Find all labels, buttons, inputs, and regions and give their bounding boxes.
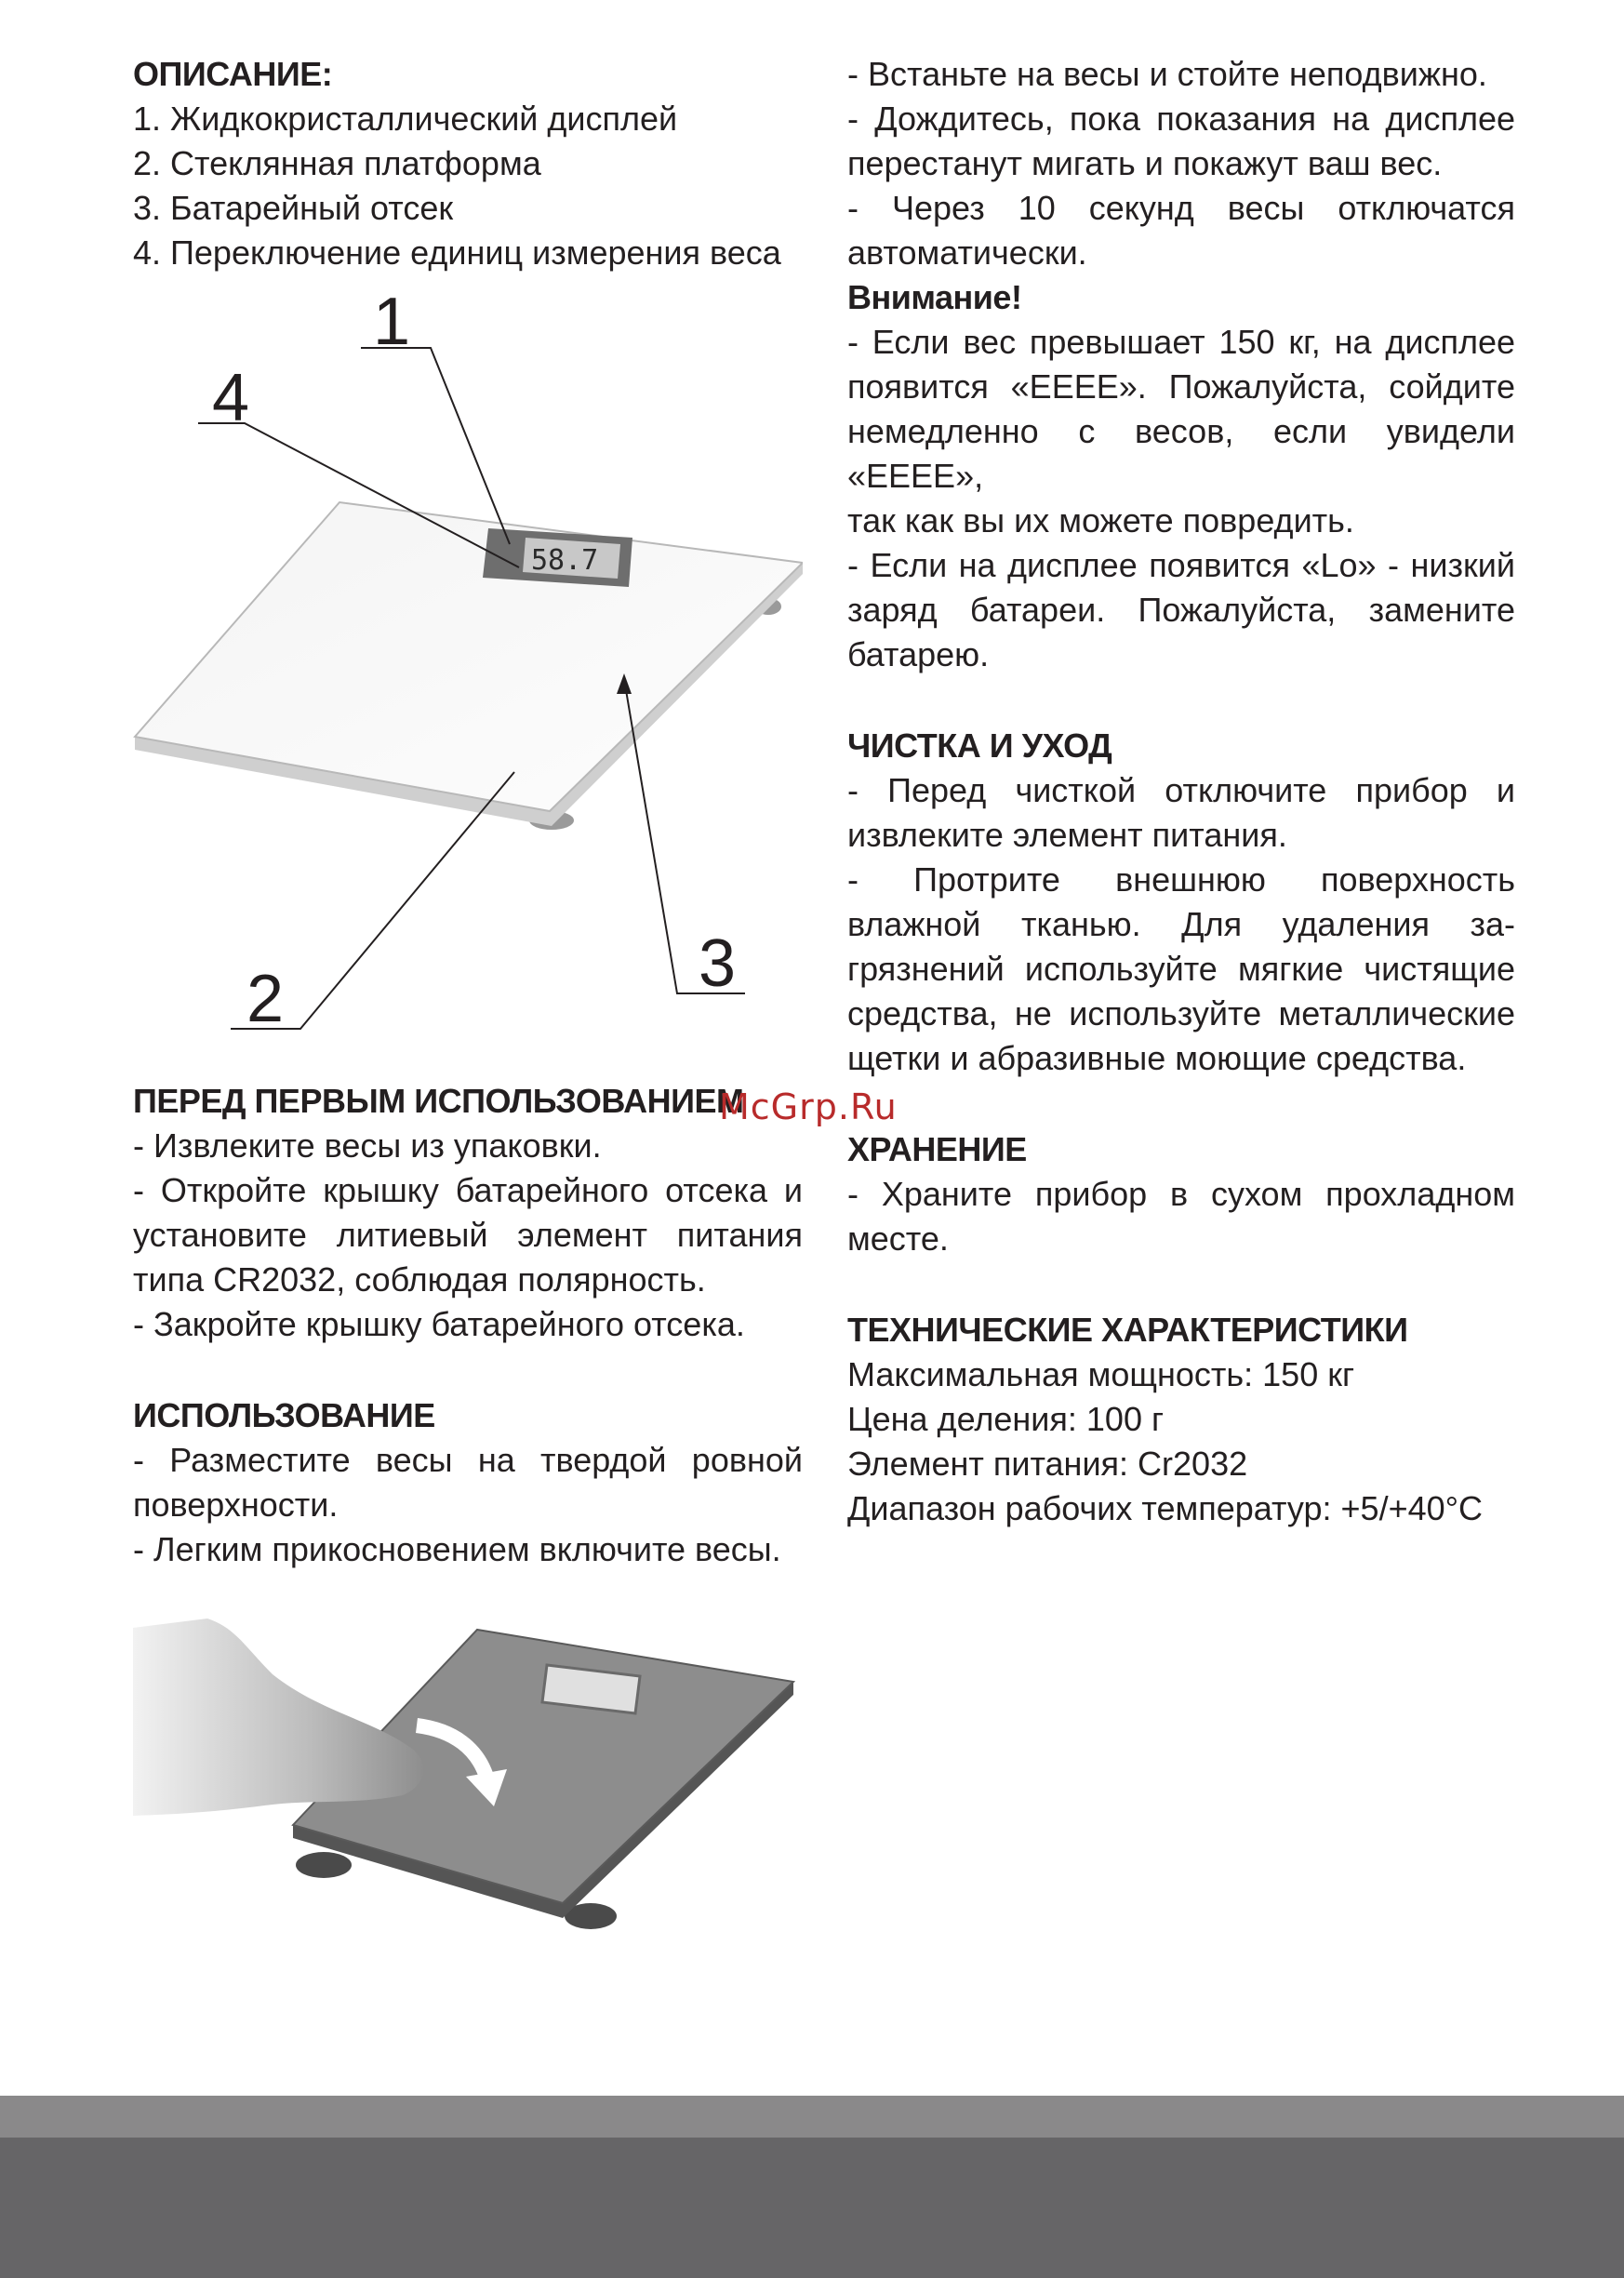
foot-scale-illustration (133, 1609, 803, 2102)
text-line: поверхности. (133, 1485, 339, 1524)
text-line: средства, не используйте металлические (847, 994, 1515, 1032)
scale-foot (296, 1852, 352, 1878)
foot (133, 1619, 423, 1816)
text-line: заряд батареи. Пожалуйста, замените (847, 591, 1515, 629)
before-first-use-heading: ПЕРЕД ПЕРВЫМ ИСПОЛЬЗОВАНИЕМ (133, 1082, 744, 1120)
text-line: - Перед чисткой отключите прибор и (847, 771, 1515, 809)
text-line: установите литиевый элемент питания (133, 1216, 803, 1254)
text-line: щетки и абразивные моющие средства. (847, 1039, 1467, 1077)
specs-heading: ТЕХНИЧЕСКИЕ ХАРАКТЕРИСТИКИ (847, 1311, 1408, 1349)
description-item: 2. Стеклянная платформа (133, 144, 541, 182)
text-line: месте. (847, 1219, 949, 1258)
text-line: влажной тканью. Для удаления за- (847, 905, 1515, 943)
warning-heading: Внимание! (847, 278, 1022, 316)
footer-bar (0, 2138, 1624, 2278)
text-line: автоматически. (847, 233, 1087, 272)
text-line: - Храните прибор в сухом прохладном (847, 1175, 1515, 1213)
spec-line: Максимальная мощность: 150 кг (847, 1355, 1355, 1393)
text-line: извлеките элемент питания. (847, 816, 1287, 854)
description-item: 4. Переключение единиц измерения веса (133, 233, 781, 272)
callout-2: 2 (246, 962, 285, 1036)
cleaning-heading: ЧИСТКА И УХОД (847, 726, 1112, 765)
text-line: - Закройте крышку батарейного отсека. (133, 1305, 745, 1343)
left-column-lower (133, 1079, 803, 1572)
footer-band (0, 2096, 1624, 2138)
text-line: - Откройте крышку батарейного отсека и (133, 1171, 803, 1209)
left-column (133, 52, 803, 275)
usage-heading: ИСПОЛЬЗОВАНИЕ (133, 1396, 435, 1434)
callout-1: 1 (373, 285, 411, 359)
text-line: немедленно с весов, если увидели «EEEE», (847, 412, 1515, 495)
text-line: - Через 10 секунд весы отключатся (847, 189, 1515, 227)
spec-line: Цена деления: 100 г (847, 1400, 1165, 1438)
text-line: так как вы их можете повредить. (847, 501, 1354, 540)
description-item: 3. Батарейный отсек (133, 189, 454, 227)
text-line: грязнений используйте мягкие чистящие (847, 950, 1515, 988)
text-line: - Встаньте на весы и стойте неподвижно. (847, 55, 1487, 93)
lcd-readout: 58.7 (531, 544, 599, 577)
foot-on-scale-illustration (133, 1609, 803, 2102)
text-line: - Извлеките весы из упаковки. (133, 1126, 602, 1165)
spec-line: Элемент питания: Cr2032 (847, 1445, 1248, 1483)
spec-line: Диапазон рабочих температур: +5/+40°C (847, 1489, 1484, 1527)
text-line: - Легким прикосновением включите весы. (133, 1530, 781, 1568)
text-line: батарею. (847, 635, 990, 673)
scale-diagram (133, 279, 803, 1042)
text-line: - Если на дисплее появится «Lo» - низкий (847, 546, 1515, 584)
text-line: - Разместите весы на твердой ровной (133, 1441, 803, 1479)
text-line: - Протрите внешнюю поверхность (847, 860, 1515, 899)
storage-heading: ХРАНЕНИЕ (847, 1130, 1027, 1168)
text-line: появится «EEEE». Пожалуйста, сойдите (847, 367, 1515, 406)
text-line: типа CR2032, соблюдая полярность. (133, 1260, 706, 1299)
description-heading: ОПИСАНИЕ: (133, 55, 333, 93)
callout-3: 3 (699, 926, 737, 1001)
description-list (133, 97, 803, 275)
text-line: - Если вес превышает 150 кг, на дисплее (847, 323, 1515, 361)
description-item: 1. Жидкокристаллический дисплей (133, 100, 678, 138)
right-column (847, 52, 1515, 1531)
text-line: перестанут мигать и покажут ваш вес. (847, 144, 1443, 182)
text-line: - Дождитесь, пока показания на дисплее (847, 100, 1515, 138)
watermark: McGrp.Ru (719, 1086, 898, 1127)
callout-4: 4 (212, 361, 250, 435)
